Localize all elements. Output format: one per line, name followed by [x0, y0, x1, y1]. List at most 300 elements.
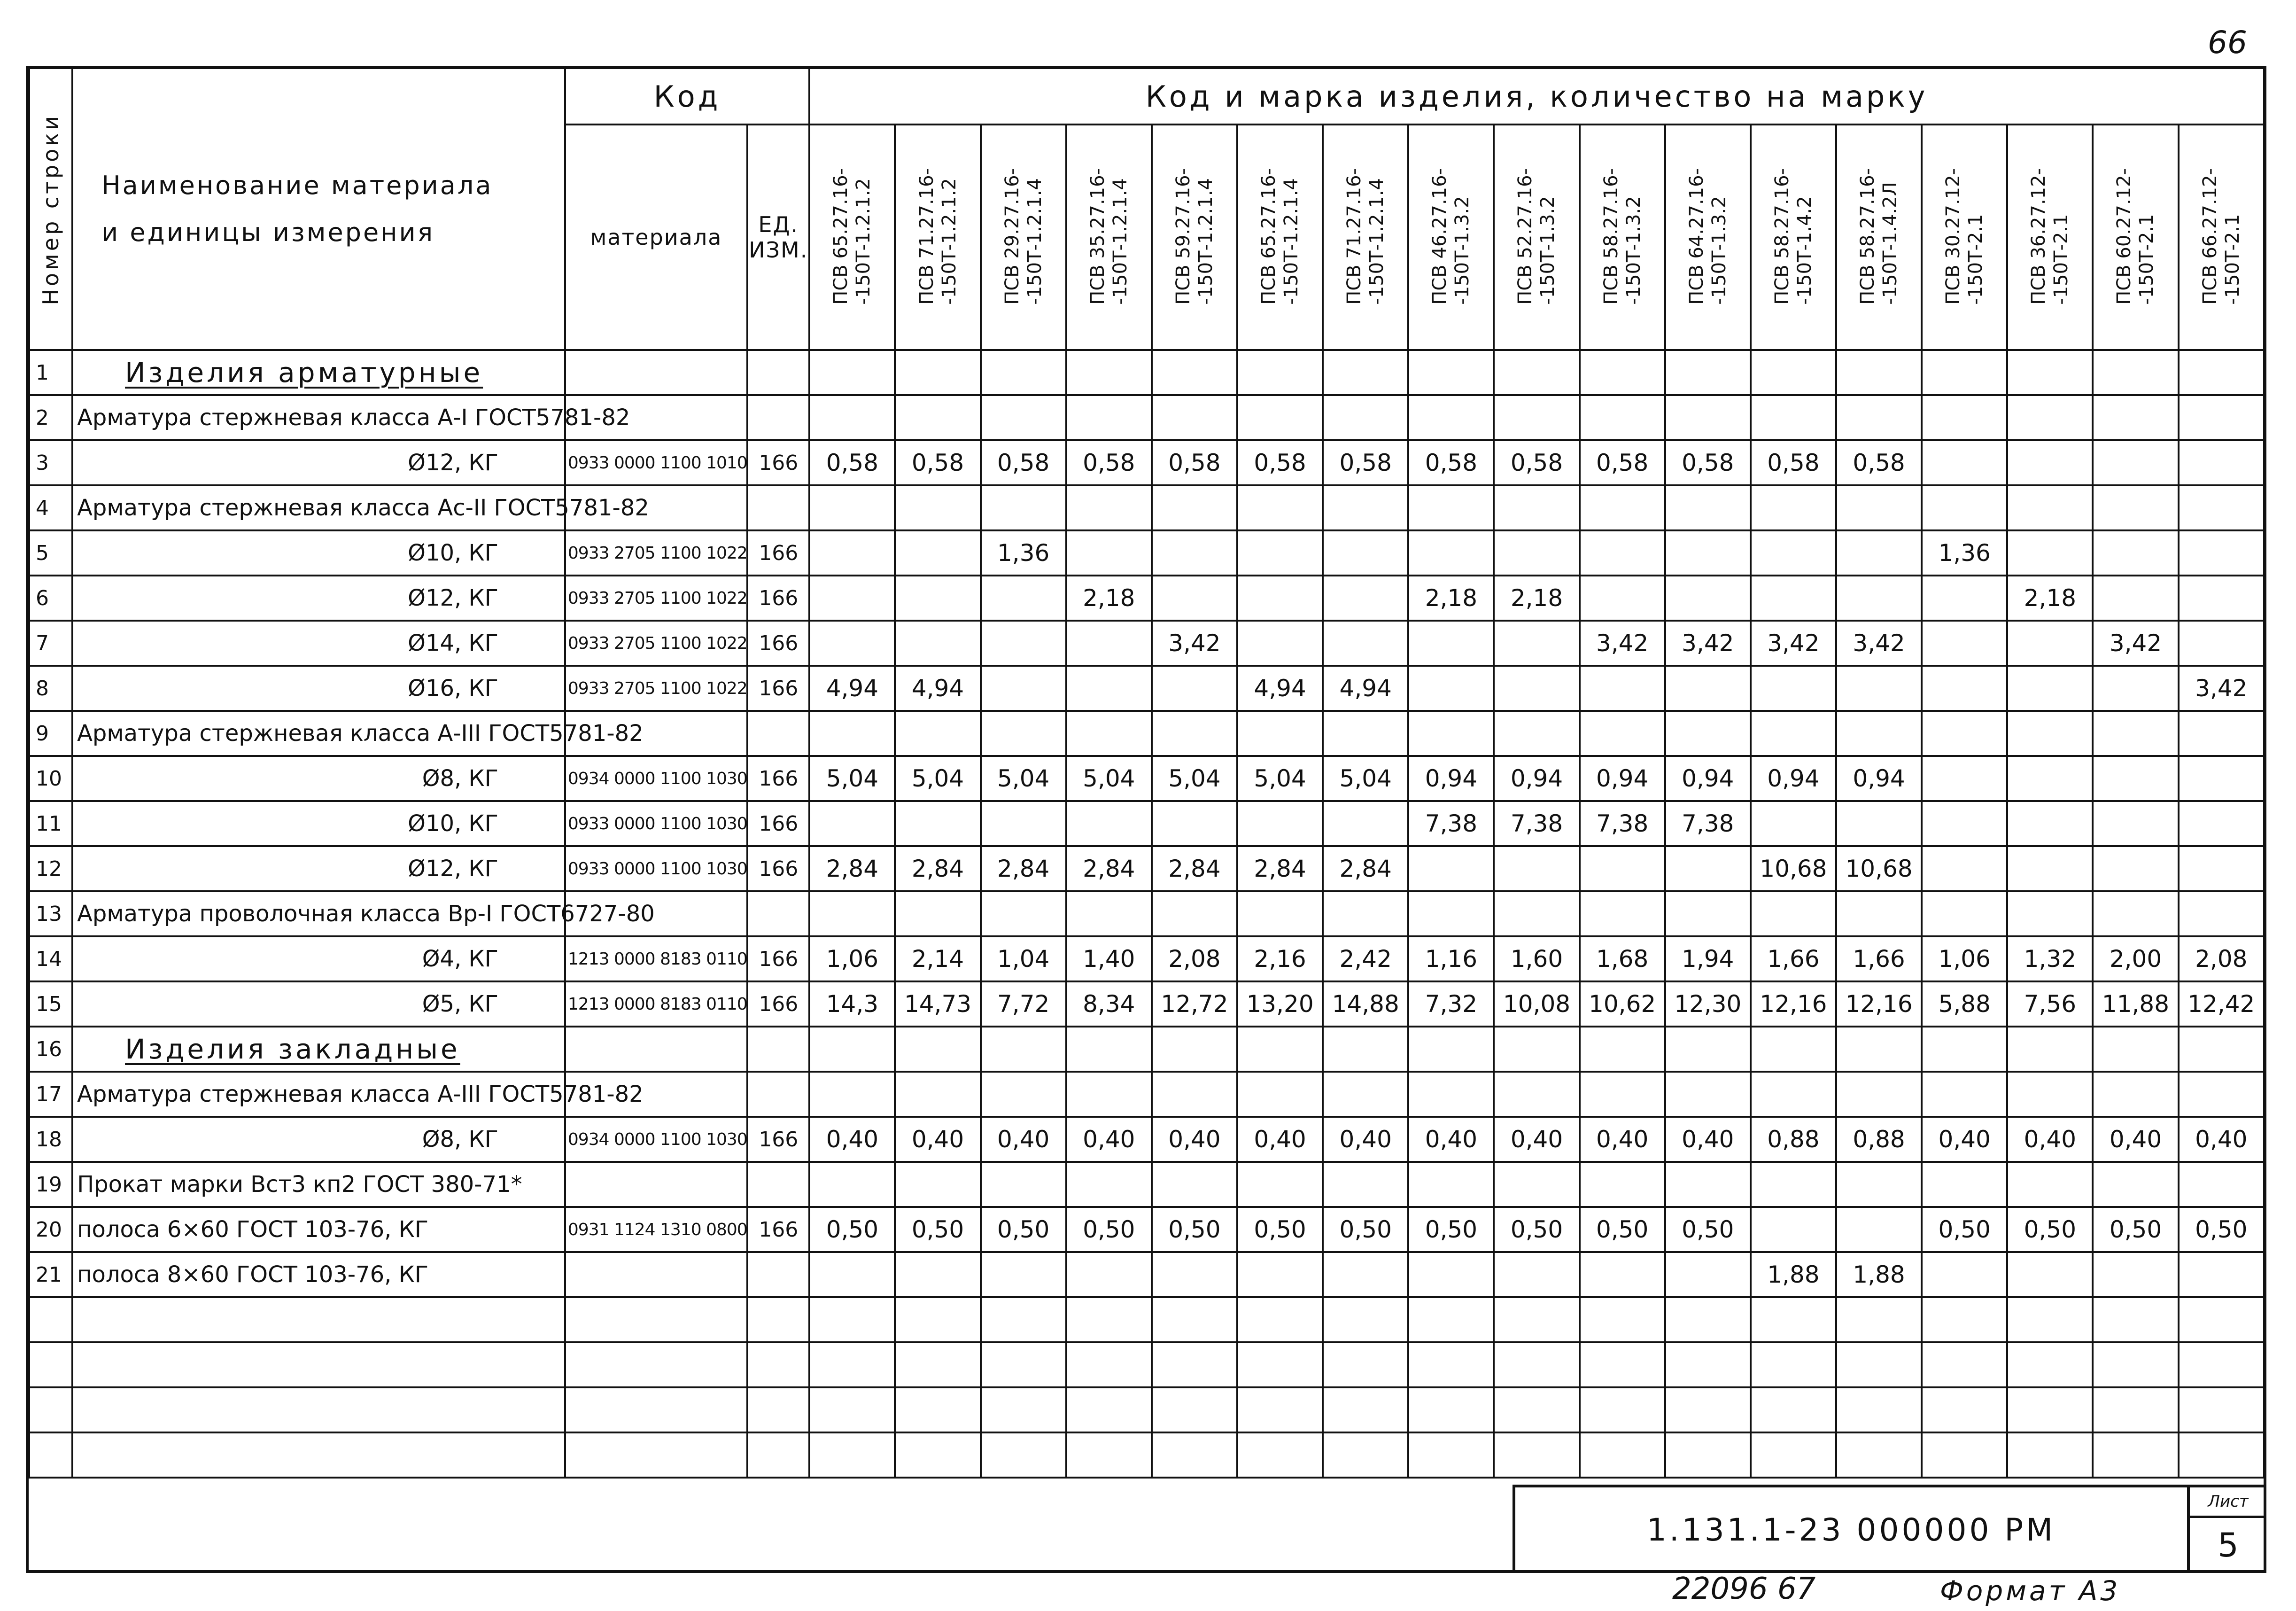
quantity-cell [895, 576, 980, 621]
quantity-cell [1494, 846, 1579, 891]
quantity-cell [2179, 891, 2264, 936]
material-code: 0934 0000 1100 1030 [565, 1117, 747, 1162]
quantity-cell [1836, 1027, 1922, 1072]
quantity-cell [1836, 350, 1922, 395]
sheet-number: 5 [2218, 1526, 2239, 1564]
quantity-cell [1066, 350, 1152, 395]
table-row [29, 756, 2264, 801]
quantity-cell: 0,94 [1836, 756, 1922, 801]
quantity-cell [809, 530, 895, 576]
quantity-cell: 5,04 [809, 756, 895, 801]
quantity-cell: 0,58 [1237, 440, 1323, 485]
quantity-cell [1408, 666, 1494, 711]
blank-cell [1494, 1297, 1579, 1342]
blank-cell [2179, 1342, 2264, 1387]
quantity-cell [1836, 485, 1922, 530]
mark-header [1665, 125, 1751, 350]
blank-cell [2093, 1387, 2178, 1432]
quantity-cell [809, 621, 895, 666]
table-row [29, 936, 2264, 981]
quantity-cell [1836, 395, 1922, 440]
material-code: 0933 0000 1100 1010 [565, 440, 747, 485]
row-number: 21 [29, 1252, 72, 1297]
quantity-cell [1237, 576, 1323, 621]
quantity-cell [1922, 801, 2007, 846]
quantity-cell [895, 711, 980, 756]
quantity-cell: 1,40 [1066, 936, 1152, 981]
mark-header-line1: ПСВ 64.27.16- [1685, 168, 1707, 305]
mark-header [1323, 125, 1408, 350]
quantity-cell [1494, 485, 1579, 530]
row-number: 4 [29, 485, 72, 530]
blank-cell [29, 1342, 72, 1387]
quantity-cell: 2,18 [1408, 576, 1494, 621]
blank-cell [2007, 1342, 2093, 1387]
quantity-cell [1580, 1072, 1665, 1117]
blank-cell [565, 1342, 747, 1387]
quantity-cell: 0,50 [2093, 1207, 2178, 1252]
row-number: 14 [29, 936, 72, 981]
quantity-cell: 11,88 [2093, 981, 2178, 1027]
quantity-cell: 2,18 [1494, 576, 1579, 621]
blank-cell [1323, 1387, 1408, 1432]
mark-header-line1: ПСВ 65.27.16- [1258, 168, 1280, 305]
quantity-cell: 3,42 [2093, 621, 2178, 666]
blank-cell [1066, 1342, 1152, 1387]
quantity-cell [2093, 846, 2178, 891]
quantity-cell: 2,84 [1066, 846, 1152, 891]
mark-header [1066, 125, 1152, 350]
unit-code: 166 [747, 1117, 809, 1162]
material-name-header-line1: Наименование материала [101, 171, 493, 200]
quantity-cell: 0,50 [2007, 1207, 2093, 1252]
blank-cell [1237, 1342, 1323, 1387]
quantity-cell [1580, 666, 1665, 711]
mark-header-line1: ПСВ 60.27.12- [2113, 168, 2135, 305]
quantity-cell [981, 350, 1066, 395]
quantity-cell [981, 1072, 1066, 1117]
quantity-cell: 14,88 [1323, 981, 1408, 1027]
material-code: 1213 0000 8183 0110 [565, 981, 747, 1027]
mark-header [895, 125, 980, 350]
quantity-cell [1580, 530, 1665, 576]
quantity-cell: 0,50 [895, 1207, 980, 1252]
quantity-cell [1408, 846, 1494, 891]
quantity-cell [1237, 1162, 1323, 1207]
quantity-cell [1751, 666, 1836, 711]
quantity-cell: 7,56 [2007, 981, 2093, 1027]
unit-code [747, 1027, 809, 1072]
quantity-cell [1066, 1027, 1152, 1072]
mark-header-line1: ПСВ 58.27.16- [1857, 168, 1879, 305]
quantity-cell: 0,58 [1408, 440, 1494, 485]
quantity-cell [981, 1027, 1066, 1072]
material-code: 0934 0000 1100 1030 [565, 756, 747, 801]
quantity-cell: 0,40 [1323, 1117, 1408, 1162]
blank-cell [1494, 1342, 1579, 1387]
quantity-cell [1580, 576, 1665, 621]
quantity-cell [1152, 1072, 1237, 1117]
material-name: Ø10, КГ [72, 530, 565, 576]
quantity-cell [1237, 350, 1323, 395]
quantity-cell: 0,58 [1751, 440, 1836, 485]
unit-code [747, 350, 809, 395]
quantity-cell: 0,58 [1152, 440, 1237, 485]
document-code: 1.131.1-23 000000 РМ [1515, 1487, 2190, 1573]
material-name: Прокат марки Вст3 кп2 ГОСТ 380-71* [72, 1162, 565, 1207]
quantity-cell [1152, 485, 1237, 530]
quantity-cell [1665, 711, 1751, 756]
blank-cell [1494, 1387, 1579, 1432]
blank-cell [1665, 1297, 1751, 1342]
mark-header-line2: -150Т-2.1 [2050, 214, 2072, 305]
material-code [565, 1162, 747, 1207]
quantity-cell [1665, 891, 1751, 936]
table-row [29, 981, 2264, 1027]
quantity-cell [1408, 891, 1494, 936]
blank-cell [1922, 1342, 2007, 1387]
quantity-cell: 1,32 [2007, 936, 2093, 981]
quantity-cell: 8,34 [1066, 981, 1152, 1027]
blank-cell [981, 1342, 1066, 1387]
blank-cell [1237, 1387, 1323, 1432]
mark-header-line1: ПСВ 71.27.16- [1343, 168, 1365, 305]
quantity-cell [2007, 350, 2093, 395]
material-name: Ø10, КГ [72, 801, 565, 846]
quantity-cell [1922, 1027, 2007, 1072]
mark-header-line1: ПСВ 29.27.16- [1001, 168, 1023, 305]
quantity-cell [895, 891, 980, 936]
blank-cell [1323, 1297, 1408, 1342]
quantity-cell [1922, 395, 2007, 440]
quantity-cell [1066, 1072, 1152, 1117]
material-name [72, 1027, 565, 1072]
quantity-cell: 3,42 [1152, 621, 1237, 666]
quantity-cell [1751, 395, 1836, 440]
quantity-cell [2179, 440, 2264, 485]
quantity-cell [1323, 1072, 1408, 1117]
quantity-cell [895, 395, 980, 440]
quantity-cell [1751, 801, 1836, 846]
table-row [29, 891, 2264, 936]
row-number: 17 [29, 1072, 72, 1117]
mark-header [1408, 125, 1494, 350]
quantity-cell: 0,94 [1580, 756, 1665, 801]
blank-cell [1751, 1297, 1836, 1342]
material-code-header: материала [565, 125, 747, 350]
quantity-cell: 1,88 [1836, 1252, 1922, 1297]
material-code [565, 1027, 747, 1072]
mark-header-line2: -150Т-1.3.2 [1708, 195, 1730, 305]
quantity-cell [2093, 801, 2178, 846]
quantity-cell: 0,50 [1066, 1207, 1152, 1252]
quantity-cell: 3,42 [1751, 621, 1836, 666]
quantity-cell [1408, 530, 1494, 576]
row-number: 7 [29, 621, 72, 666]
quantity-cell [809, 891, 895, 936]
row-number: 8 [29, 666, 72, 711]
quantity-cell [1237, 1027, 1323, 1072]
quantity-cell [809, 1027, 895, 1072]
quantity-cell: 0,50 [1665, 1207, 1751, 1252]
quantity-cell [1494, 395, 1579, 440]
unit-code: 166 [747, 936, 809, 981]
quantity-cell: 1,66 [1751, 936, 1836, 981]
quantity-cell: 7,38 [1665, 801, 1751, 846]
quantity-cell [1323, 1027, 1408, 1072]
quantity-cell [2093, 440, 2178, 485]
title-block [1513, 1485, 2266, 1573]
quantity-cell [1237, 1072, 1323, 1117]
table-row [29, 350, 2264, 395]
quantity-cell [1922, 1072, 2007, 1117]
blank-cell [1836, 1297, 1922, 1342]
mark-header-line1: ПСВ 46.27.16- [1429, 168, 1451, 305]
table-row [29, 440, 2264, 485]
quantity-cell: 0,58 [895, 440, 980, 485]
quantity-cell [2007, 530, 2093, 576]
mark-header-line2: -150Т-2.1 [1965, 214, 1987, 305]
quantity-cell: 0,50 [1152, 1207, 1237, 1252]
material-code: 0933 2705 1100 1022 [565, 666, 747, 711]
quantity-cell [2007, 440, 2093, 485]
blank-cell [1751, 1342, 1836, 1387]
row-number: 2 [29, 395, 72, 440]
mark-header-line1: ПСВ 71.27.16- [915, 168, 938, 305]
blank-cell [1323, 1342, 1408, 1387]
row-number: 18 [29, 1117, 72, 1162]
mark-header-line1: ПСВ 35.27.16- [1086, 168, 1109, 305]
blank-cell [1494, 1432, 1579, 1478]
row-number: 12 [29, 846, 72, 891]
mark-header [809, 125, 895, 350]
blank-cell [1152, 1342, 1237, 1387]
quantity-cell [1751, 1027, 1836, 1072]
quantity-cell: 0,50 [809, 1207, 895, 1252]
quantity-cell [2007, 846, 2093, 891]
quantity-cell [2093, 1072, 2178, 1117]
quantity-cell: 0,88 [1751, 1117, 1836, 1162]
quantity-cell [1751, 891, 1836, 936]
mark-header-line1: ПСВ 65.27.16- [830, 168, 852, 305]
quantity-cell [1665, 576, 1751, 621]
quantity-cell [809, 395, 895, 440]
quantity-cell [2179, 1252, 2264, 1297]
quantity-cell [1066, 711, 1152, 756]
quantity-cell [1408, 395, 1494, 440]
material-name: Ø12, КГ [72, 846, 565, 891]
table-row [29, 666, 2264, 711]
quantity-cell [1836, 530, 1922, 576]
quantity-cell: 10,68 [1836, 846, 1922, 891]
blank-cell [72, 1387, 565, 1432]
mark-header-line1: ПСВ 30.27.12- [1942, 168, 1964, 305]
quantity-cell [2093, 666, 2178, 711]
quantity-cell: 5,04 [895, 756, 980, 801]
quantity-cell [1922, 666, 2007, 711]
row-number: 16 [29, 1027, 72, 1072]
quantity-cell [2179, 395, 2264, 440]
material-name: полоса 8×60 ГОСТ 103-76, КГ [72, 1252, 565, 1297]
quantity-cell: 1,60 [1494, 936, 1579, 981]
section-title: Изделия арматурные [125, 357, 483, 389]
quantity-cell: 1,66 [1836, 936, 1922, 981]
mark-header-line2: -150Т-2.1 [2136, 214, 2158, 305]
quantity-cell [2179, 1162, 2264, 1207]
blank-cell [1323, 1432, 1408, 1478]
quantity-cell [1580, 350, 1665, 395]
quantity-cell [1922, 891, 2007, 936]
material-code [565, 350, 747, 395]
blank-cell [565, 1432, 747, 1478]
quantity-cell [1066, 1252, 1152, 1297]
quantity-cell [895, 1072, 980, 1117]
blank-cell [2093, 1432, 2178, 1478]
quantity-cell [1066, 530, 1152, 576]
blank-cell [1066, 1297, 1152, 1342]
quantity-cell: 0,50 [1323, 1207, 1408, 1252]
quantity-cell [1494, 666, 1579, 711]
quantity-cell: 2,84 [1152, 846, 1237, 891]
quantity-cell [1494, 1072, 1579, 1117]
material-name: Ø14, КГ [72, 621, 565, 666]
quantity-cell [2093, 350, 2178, 395]
quantity-cell: 3,42 [1836, 621, 1922, 666]
blank-cell [2179, 1387, 2264, 1432]
quantity-cell: 0,40 [2007, 1117, 2093, 1162]
table-row [29, 1162, 2264, 1207]
quantity-cell: 7,72 [981, 981, 1066, 1027]
table-row [29, 1117, 2264, 1162]
quantity-cell [1665, 1252, 1751, 1297]
material-code: 0933 2705 1100 1022 [565, 576, 747, 621]
quantity-cell: 10,68 [1751, 846, 1836, 891]
material-name: Ø5, КГ [72, 981, 565, 1027]
quantity-cell: 4,94 [809, 666, 895, 711]
mark-header-line2: -150Т-1.3.2 [1451, 195, 1474, 305]
table-row [29, 846, 2264, 891]
mark-header [1751, 125, 1836, 350]
quantity-cell [1665, 1162, 1751, 1207]
blank-cell [1580, 1432, 1665, 1478]
table-row [29, 1027, 2264, 1072]
mark-header-line1: ПСВ 66.27.12- [2199, 168, 2221, 305]
quantity-cell: 2,08 [1152, 936, 1237, 981]
quantity-cell [2093, 530, 2178, 576]
material-name [72, 350, 565, 395]
quantity-cell [1408, 621, 1494, 666]
quantity-cell: 0,40 [1922, 1117, 2007, 1162]
quantity-cell: 2,00 [2093, 936, 2178, 981]
mark-header-line1: ПСВ 52.27.16- [1514, 168, 1536, 305]
quantity-cell [1580, 711, 1665, 756]
quantity-cell: 7,38 [1580, 801, 1665, 846]
quantity-cell [981, 395, 1066, 440]
quantity-cell: 1,68 [1580, 936, 1665, 981]
mark-header-line2: -150Т-1.2.1.2 [938, 178, 960, 305]
quantity-cell [1580, 846, 1665, 891]
blank-cell [1408, 1432, 1494, 1478]
mark-header-line1: ПСВ 36.27.12- [2028, 168, 2050, 305]
table-row [29, 1072, 2264, 1117]
quantity-cell [981, 891, 1066, 936]
quantity-cell [1152, 1162, 1237, 1207]
quantity-cell [2179, 846, 2264, 891]
quantity-cell: 2,84 [1237, 846, 1323, 891]
quantity-cell [1323, 891, 1408, 936]
quantity-cell: 0,58 [1580, 440, 1665, 485]
quantity-cell [895, 530, 980, 576]
quantity-cell [1066, 891, 1152, 936]
quantity-cell [1836, 711, 1922, 756]
quantity-cell [1408, 1027, 1494, 1072]
quantity-cell [1494, 350, 1579, 395]
material-name: Арматура проволочная класса Вр-I ГОСТ6727-80 [72, 891, 565, 936]
mark-header-line2: -150Т-1.2.1.4 [1280, 178, 1303, 305]
quantity-cell: 2,84 [981, 846, 1066, 891]
quantity-cell [809, 1252, 895, 1297]
quantity-cell: 5,04 [1066, 756, 1152, 801]
quantity-cell [2093, 1252, 2178, 1297]
quantity-cell: 2,18 [2007, 576, 2093, 621]
blank-row [29, 1387, 2264, 1432]
quantity-cell [981, 666, 1066, 711]
quantity-cell: 12,16 [1836, 981, 1922, 1027]
material-code: 0931 1124 1310 0800 [565, 1207, 747, 1252]
quantity-cell [1237, 621, 1323, 666]
quantity-cell [1408, 1252, 1494, 1297]
quantity-cell [1323, 1162, 1408, 1207]
mark-header [2093, 125, 2178, 350]
blank-row [29, 1342, 2264, 1387]
quantity-cell: 14,3 [809, 981, 895, 1027]
quantity-cell: 2,16 [1237, 936, 1323, 981]
quantity-cell: 4,94 [1237, 666, 1323, 711]
row-number: 1 [29, 350, 72, 395]
quantity-cell: 5,04 [1323, 756, 1408, 801]
mark-header [1922, 125, 2007, 350]
quantity-cell [1408, 711, 1494, 756]
section-title: Изделия закладные [125, 1033, 460, 1065]
quantity-cell: 10,08 [1494, 981, 1579, 1027]
quantity-cell [2007, 891, 2093, 936]
quantity-cell: 10,62 [1580, 981, 1665, 1027]
quantity-cell [2007, 485, 2093, 530]
quantity-cell: 1,36 [981, 530, 1066, 576]
quantity-cell: 1,88 [1751, 1252, 1836, 1297]
quantity-cell [1152, 350, 1237, 395]
quantity-cell: 5,04 [981, 756, 1066, 801]
quantity-cell [1237, 530, 1323, 576]
quantity-cell: 0,94 [1665, 756, 1751, 801]
quantity-cell [2093, 711, 2178, 756]
material-name: полоса 6×60 ГОСТ 103-76, КГ [72, 1207, 565, 1252]
mark-header-line1: ПСВ 59.27.16- [1172, 168, 1194, 305]
quantity-cell [1922, 350, 2007, 395]
quantity-cell: 5,04 [1152, 756, 1237, 801]
quantity-cell: 1,04 [981, 936, 1066, 981]
quantity-cell [1665, 350, 1751, 395]
mark-header [1836, 125, 1922, 350]
quantity-cell: 12,42 [2179, 981, 2264, 1027]
quantity-cell [1665, 395, 1751, 440]
quantity-cell [1323, 485, 1408, 530]
quantity-cell [981, 576, 1066, 621]
unit-code: 166 [747, 666, 809, 711]
quantity-cell [1494, 621, 1579, 666]
quantity-cell: 5,04 [1237, 756, 1323, 801]
blank-cell [809, 1342, 895, 1387]
